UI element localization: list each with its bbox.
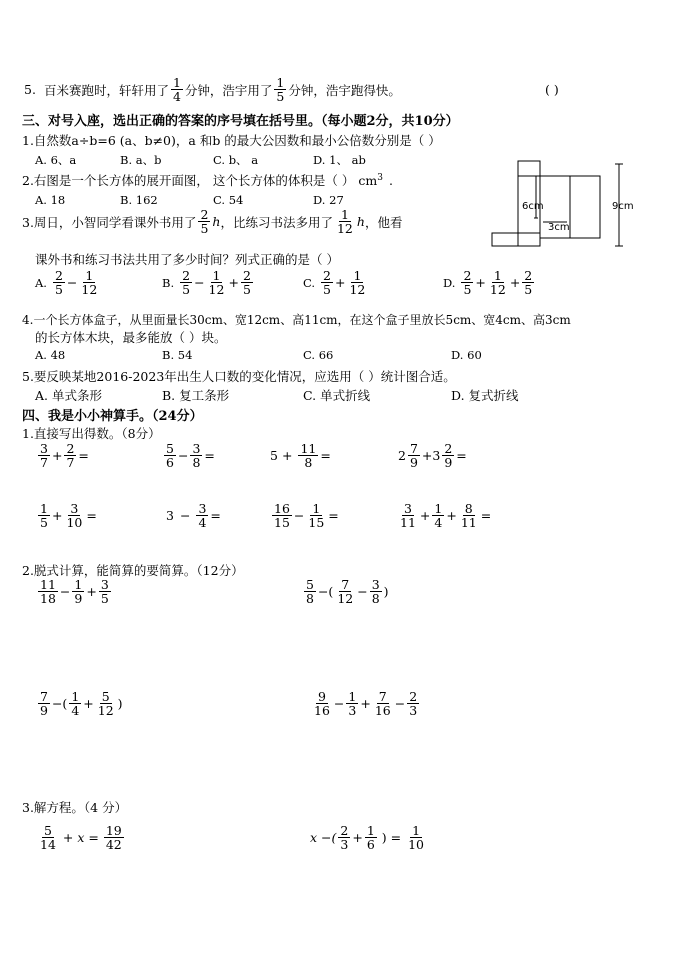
s3-q5-opt-d[interactable]: D. 复式折线 <box>451 388 519 403</box>
equation: x −( $\frac{2}{3}$ + $\frac{1}{6}$ ) = $\frac{1}{10}$ <box>310 823 424 853</box>
s3-q2-opt-a[interactable]: A. 18 <box>35 193 66 207</box>
calc-item: $\frac{3}{7}$ + $\frac{2}{7}$ = <box>40 441 89 471</box>
s4-part1-title: 1.直接写出得数。（8分） <box>22 426 161 441</box>
answer-paren[interactable]: ( ) <box>545 82 559 97</box>
question-number: 5. <box>24 82 36 98</box>
s3-q3-stem: 3.周日，小智同学看课外书用了 $\frac{2}{5}$ h ，比练习书法多用了 $\frac{1}{12}$ h ，他看 <box>22 207 403 237</box>
s3-q5-stem: 5.要反映某地2016-2023年出生人口数的变化情况，应选用（ ）统计图合适。 <box>22 369 456 384</box>
s3-q1-opt-b[interactable]: B. a、b <box>120 153 162 167</box>
fraction: $\frac{1}{4}$ <box>172 75 181 105</box>
s4-part3-title: 3.解方程。（4 分） <box>22 800 128 815</box>
expression: $\frac{9}{16}$ − $\frac{1}{3}$ + $\frac{7}{16}$ − $\frac{2}{3}$ <box>314 689 418 719</box>
s3-q3-stem-2: 课外书和练习书法共用了多少时间？列式正确的是（ ） <box>35 252 339 267</box>
cuboid-net-figure <box>488 158 640 254</box>
s3-q4-stem: 4.一个长方体盒子，从里面量长30cm、宽12cm、高11cm，在这个盒子里放长5cm、宽4cm、高3cm <box>22 313 571 327</box>
s3-q3-opt-b[interactable]: B. $\frac{2}{5}$ − $\frac{1}{12}$ + $\frac{2}{5}$ <box>162 268 251 298</box>
s3-q1-stem: 1.自然数a÷b=6 (a、b≠0)，a 和b 的最大公因数和最小公倍数分别是（ ） <box>22 133 441 148</box>
calc-item: 5 + $\frac{11}{8}$ = <box>270 441 331 471</box>
s3-q4-opt-b[interactable]: B. 54 <box>162 348 193 362</box>
s3-q2-opt-b[interactable]: B. 162 <box>120 193 158 207</box>
calc-item: $\frac{3}{11}$ + $\frac{1}{4}$ + $\frac{8}{11}$ = <box>400 501 492 531</box>
calc-item: $\frac{1}{5}$ + $\frac{3}{10}$ = <box>40 501 97 531</box>
calc-item: $\frac{16}{15}$ − $\frac{1}{15}$ = <box>274 501 339 531</box>
s3-q2-opt-c[interactable]: C. 54 <box>213 193 244 207</box>
s3-q4-opt-a[interactable]: A. 48 <box>35 348 66 362</box>
s3-q1-opt-d[interactable]: D. 1、 ab <box>313 153 366 167</box>
s3-q5-opt-a[interactable]: A. 单式条形 <box>35 388 102 403</box>
figure-label-3cm: 3cm <box>548 222 570 233</box>
s4-part2-title: 2.脱式计算，能简算的要简算。（12分） <box>22 563 244 578</box>
s3-q1-opt-a[interactable]: A. 6、a <box>35 153 77 167</box>
s3-q4-stem-2: 的长方体木块，最多能放（ ）块。 <box>35 330 227 345</box>
s3-q3-opt-d[interactable]: D. $\frac{2}{5}$ + $\frac{1}{12}$ + $\frac{2}{5}$ <box>443 268 533 298</box>
s3-q3-opt-a[interactable]: A. $\frac{2}{5}$ − $\frac{1}{12}$ <box>35 268 98 298</box>
s3-q1-opt-c[interactable]: C. b、 a <box>213 153 259 167</box>
figure-label-6cm: 6cm <box>522 201 544 212</box>
s3-q3-opt-c[interactable]: C. $\frac{2}{5}$ + $\frac{1}{12}$ <box>303 268 366 298</box>
section-4-title: 四、我是小小神算手。（24分） <box>22 409 203 424</box>
s3-q2-opt-d[interactable]: D. 27 <box>313 193 344 207</box>
calc-item: 3 − $\frac{3}{4}$ = <box>166 501 221 531</box>
calc-item: $\frac{5}{6}$ − $\frac{3}{8}$ = <box>166 441 215 471</box>
s3-q4-opt-d[interactable]: D. 60 <box>451 348 482 362</box>
s3-q5-opt-c[interactable]: C. 单式折线 <box>303 388 371 403</box>
calc-item: 2 $\frac{7}{9}$ + 3 $\frac{2}{9}$ = <box>398 441 467 471</box>
figure-label-9cm: 9cm <box>612 201 634 212</box>
s3-q5-opt-b[interactable]: B. 复工条形 <box>162 388 230 403</box>
s3-q4-opt-c[interactable]: C. 66 <box>303 348 334 362</box>
section-3-title: 三、对号入座，选出正确的答案的序号填在括号里。（每小题2分，共10分） <box>22 114 459 129</box>
fraction: $\frac{1}{5}$ <box>276 75 285 105</box>
judge-question-5: 5. 百米赛跑时，轩轩用了 $\frac{1}{4}$ 分钟，浩宇用了 $\frac{1}{5}$ 分钟，浩宇跑得快。 <box>24 75 401 105</box>
s3-q2-stem: 2.右图是一个长方体的展开面图， 这个长方体的体积是（ ） $cm^3$ . <box>22 172 393 188</box>
equation: $\frac{5}{14}$ + x = $\frac{19}{42}$ <box>40 823 122 853</box>
expression: $\frac{11}{18}$ − $\frac{1}{9}$ + $\frac{3}{5}$ <box>40 577 109 607</box>
expression: $\frac{5}{8}$ −( $\frac{7}{12}$ − $\frac{3}{8}$ ) <box>306 577 389 607</box>
expression: $\frac{7}{9}$ −( $\frac{1}{4}$ + $\frac{5}{12}$ ) <box>40 689 123 719</box>
